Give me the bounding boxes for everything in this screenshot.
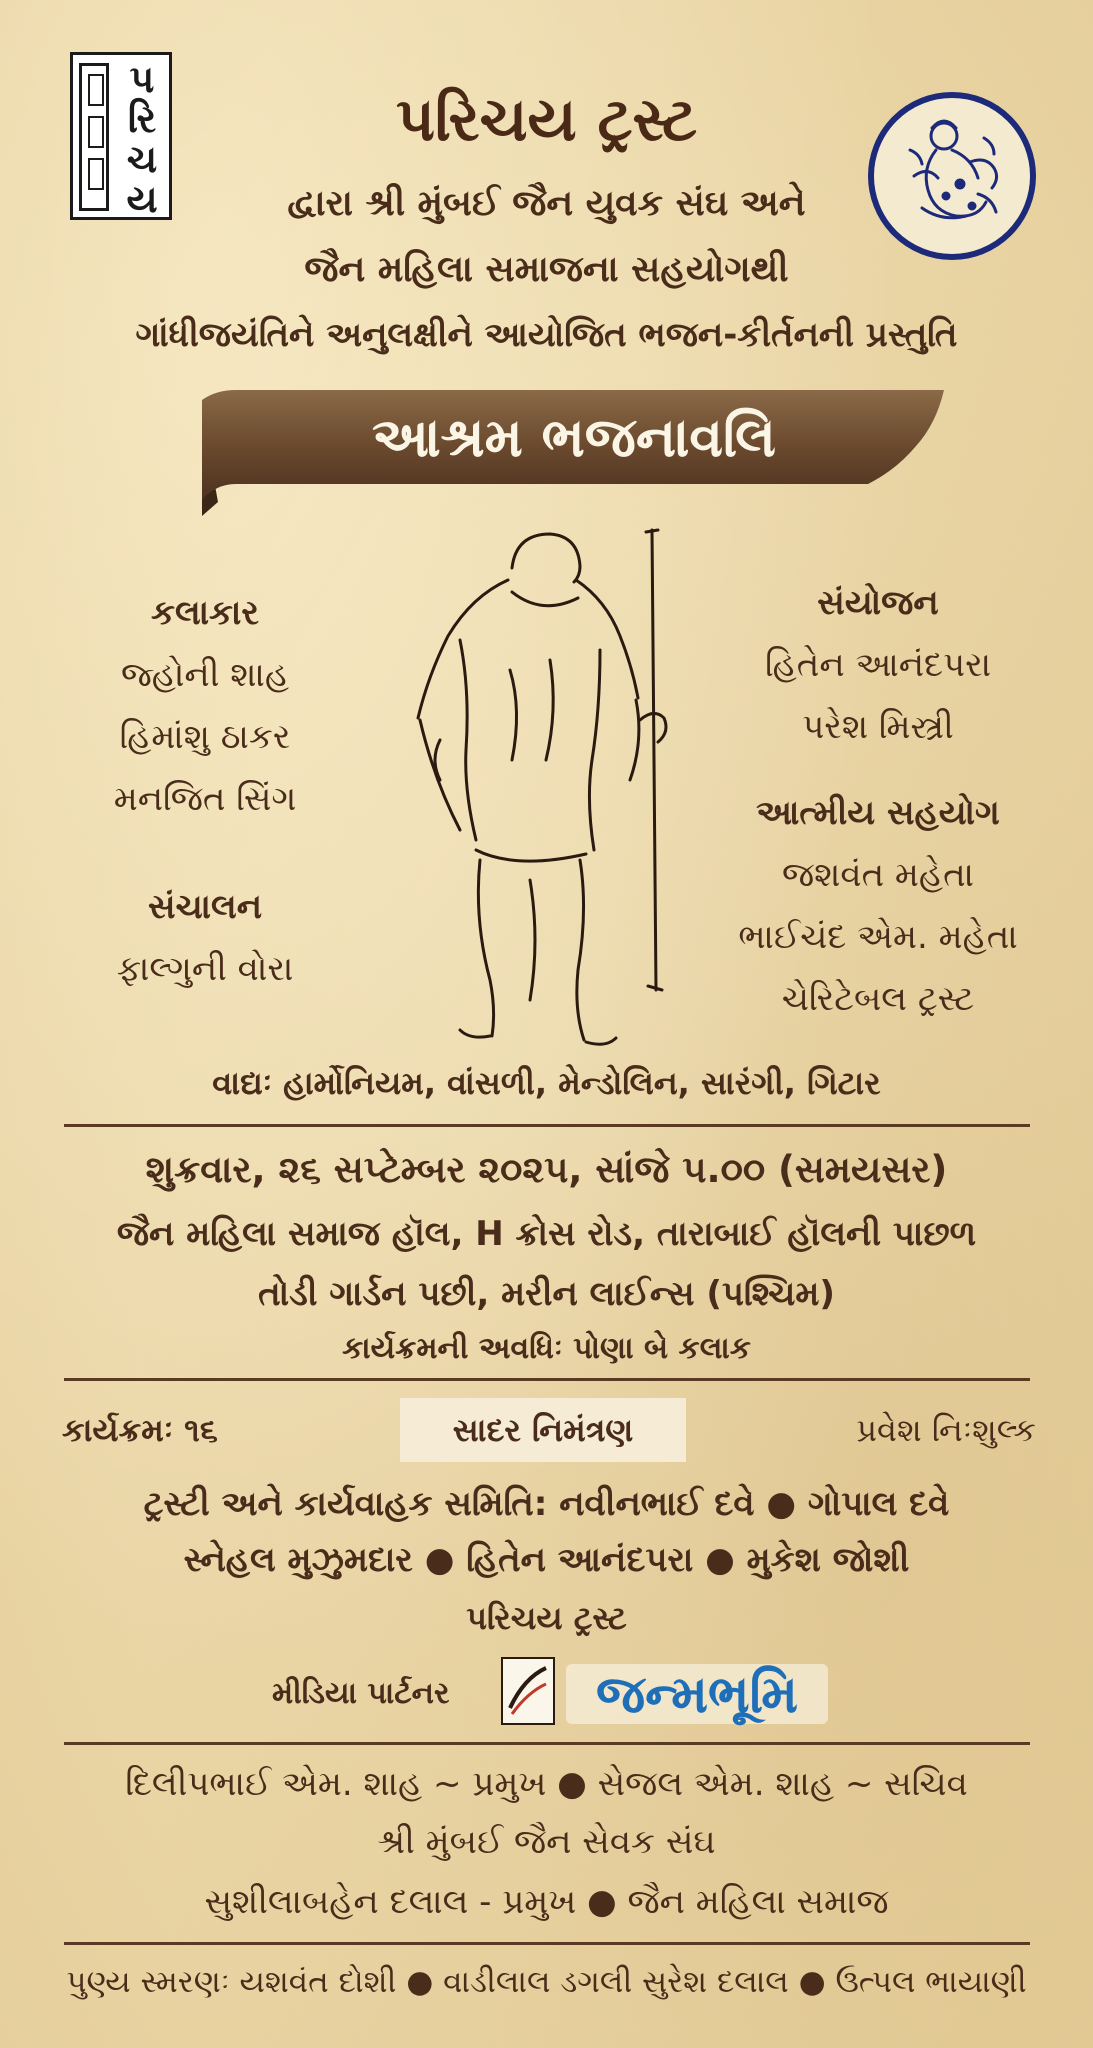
- divider: [64, 1942, 1030, 1945]
- trust-title: પરિચય ટ્રસ્ટ: [395, 85, 698, 155]
- artists-heading: કલાકાર: [151, 593, 259, 633]
- signatory-line-2: શ્રી મુંબઈ જૈન સેવક સંઘ: [377, 1822, 716, 1862]
- artists-column: [90, 582, 320, 830]
- trust-signature: પરિચય ટ્રસ્ટ: [466, 1599, 627, 1637]
- anchor-name: ફાલ્ગુની વોરા: [116, 949, 294, 989]
- coordinator-name: હિતેન આનંદપરા: [764, 645, 992, 685]
- janmabhoomi-logo: [566, 1650, 828, 1732]
- anchor-column: [90, 876, 320, 1000]
- trustees-line-1: ટ્રસ્ટી અને કાર્યવાહક સમિતિ: નવીનભાઈ દવે ● ગોપાલ દવે: [143, 1484, 950, 1524]
- venue-line-2: તોડી ગાર્ડન પછી, મરીન લાઈન્સ (પશ્ચિમ): [258, 1274, 835, 1314]
- program-number: કાર્યક્રમઃ ૧૬: [62, 1411, 218, 1449]
- event-duration: કાર્યક્રમની અવધિઃ પોણા બે કલાક: [342, 1331, 751, 1366]
- media-partner-name: જન્મભૂમિ: [595, 1665, 799, 1725]
- organizer-line: દ્વારા શ્રી મુંબઈ જૈન યુવક સંઘ અને: [287, 183, 806, 224]
- divider: [64, 1378, 1030, 1381]
- artist-name: હિમાંશુ ઠાકર: [119, 717, 291, 757]
- coordinator-name: પરેશ મિસ્ત્રી: [802, 707, 954, 747]
- occasion-line: ગાંધીજયંતિને અનુલક્ષીને આયોજિત ભજન-કીર્તનની પ્રસ્તુતિ: [135, 315, 958, 355]
- artist-name: જ્હોની શાહ: [121, 655, 289, 695]
- divider: [64, 1742, 1030, 1745]
- signatory-line-1: દિલીપભાઈ એમ. શાહ ~ પ્રમુખ ● સેજલ એમ. શાહ ~ સચિવ: [125, 1764, 968, 1804]
- entry-free-note: પ્રવેશ નિઃશુલ્ક: [856, 1411, 1036, 1449]
- logo-letter: રિ: [127, 97, 157, 141]
- janmabhoomi-wordmark-icon: [566, 1650, 828, 1732]
- signatory-line-3: સુશીલાબહેન દલાલ - પ્રમુખ ● જૈન મહિલા સમાજ: [204, 1882, 889, 1922]
- coordination-heading: સંયોજન: [817, 583, 939, 623]
- in-memory-line: પુણ્ય સ્મરણઃ યશવંત દોશી ● વાડીલાલ ડગલી સુરેશ દલાલ ● ઉત્પલ ભાયાણી: [66, 1964, 1027, 2000]
- divider: [64, 1124, 1030, 1127]
- support-name: ભાઈચંદ એમ. મહેતા: [738, 917, 1018, 957]
- newspaper-emblem-icon: [500, 1656, 556, 1726]
- logo-letter: ય: [126, 177, 158, 221]
- support-heading: આત્મીય સહયોગ: [756, 793, 1000, 833]
- support-name: જશવંત મહેતા: [782, 855, 974, 895]
- invitation-badge: સાદર નિમંત્રણ: [400, 1398, 686, 1462]
- gandhi-sketch-illustration: [400, 520, 700, 1060]
- collaborator-line: જૈન મહિલા સમાજના સહયોગથી: [304, 249, 789, 290]
- support-name: ચેરિટેબલ ટ્રસ્ટ: [781, 979, 975, 1019]
- event-date-time: શુક્રવાર, ૨૬ સપ્ટેમ્બર ૨૦૨૫, સાંજે ૫.૦૦ (સમયસર): [145, 1148, 948, 1191]
- logo-letter: ચ: [126, 137, 158, 181]
- anchor-heading: સંચાલન: [147, 887, 263, 927]
- support-column: [718, 782, 1038, 1030]
- program-title: આશ્રમ ભજનાવલિ: [371, 406, 777, 469]
- trustees-line-2: સ્નેહલ મુઝુમદાર ● હિતેન આનંદપરા ● મુકેશ જોશી: [183, 1540, 910, 1580]
- instruments-line: વાદ્યઃ હાર્મોનિયમ, વાંસળી, મેન્ડોલિન, સારંગી, ગિટાર: [212, 1064, 881, 1102]
- logo-letter: પ: [129, 57, 155, 101]
- coordination-column: [718, 572, 1038, 758]
- media-partner-label: મીડિયા પાર્ટનર: [272, 1676, 450, 1711]
- venue-line-1: જૈન મહિલા સમાજ હૉલ, H ક્રોસ રોડ, તારાબાઈ હૉલની પાછળ: [116, 1214, 977, 1254]
- artist-name: મનજિત સિંગ: [113, 779, 297, 819]
